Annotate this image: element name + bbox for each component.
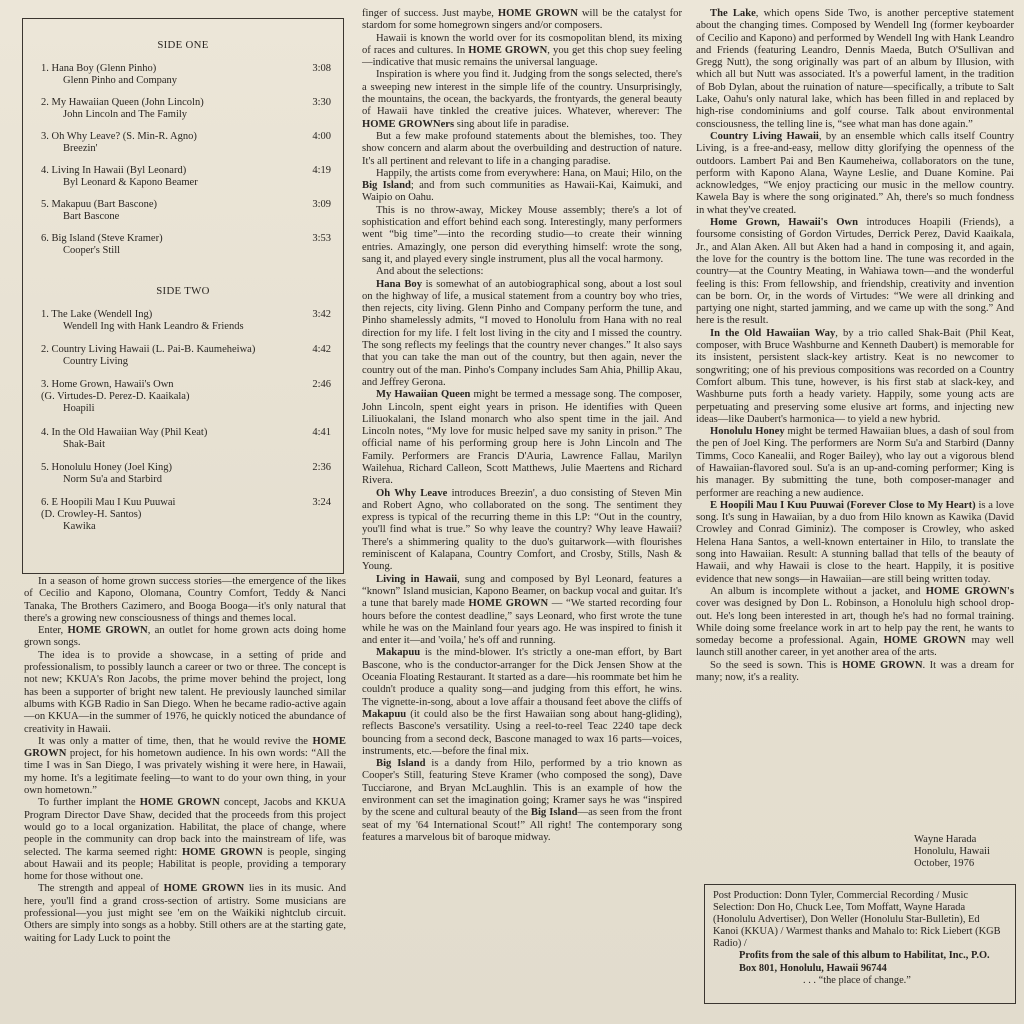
paragraph: Oh Why Leave introduces Breezin', a duo consisting of Steven Min and Robert Agno, who collaborated on the song. The sentiment they express is typical of the recurring theme in this LP: “Out in the country, you'll find what is true.” So why leave the country? Why leave Hawaii? There's a shimmering quality to the duo's guitarwork—with flourishes reminiscent of Kalapana, Country Comfort, and Crosby, Stills, Nash & Young. xyxy=(362,487,682,573)
paragraph: The Lake, which opens Side Two, is another perceptive statement about the changing times. Composed by Wendell Ing (former keyboarder of Cecilio and Kapono) and performed by Wendell Ing with Hank Leandro and Friends (featuring Leandro, Dennis Maeda, Butch O'Sullivan and Gregg Nutt), the song originally was part of an album by Illusion, with which all but Nutt was associated. It's a powerful lament, in the tradition of Bob Dylan, about the ruination of nature—specifically, a tribute to Salt Lake, Oahu's only natural lake, which has been filled in and replaced by high-rise condominiums and golf course. Talk about environmental consciousness, the telling line is, “see what man has done again.” xyxy=(696,8,1014,130)
track-title: 3. Home Grown, Hawaii's Own xyxy=(41,379,174,390)
track-artist: Cooper's Still xyxy=(63,245,121,257)
author-date: October, 1976 xyxy=(914,858,975,869)
track-title: 2. Country Living Hawaii (L. Pai-B. Kaumeheiwa) xyxy=(41,344,256,355)
liner-notes-column-one xyxy=(24,576,346,945)
paragraph: And about the selections: xyxy=(376,266,484,278)
track-time: 2:46 xyxy=(312,379,331,390)
author-name: Wayne Harada xyxy=(914,834,977,845)
track-item xyxy=(41,199,331,223)
paragraph: The strength and appeal of HOME GROWN lies in its music. And here, you'll find a grand cross-section of artistry. Some musicians are professional—you just might see 'em on the Waikiki nightclub circuit. Others are simply into songs as a hobby. Still others are at the starting gate, waiting for Lady Luck to point the xyxy=(24,883,346,944)
track-title: 4. In the Old Hawaiian Way (Phil Keat) xyxy=(41,427,208,438)
track-title: 5. Honolulu Honey (Joel King) xyxy=(41,462,172,473)
track-time: 3:53 xyxy=(312,233,331,244)
track-artist: Country Living xyxy=(63,356,129,368)
track-item xyxy=(41,97,331,121)
track-item xyxy=(41,379,331,416)
liner-notes-column-three xyxy=(696,8,1014,684)
track-writers: (G. Virtudes-D. Perez-D. Kaaikala) xyxy=(41,391,190,403)
paragraph: In a season of home grown success stories—the emergence of the likes of Cecilio and Kapono, Olomana, Country Comfort, Teddy & Nanci Tanaka, The Brothers Cazimero, and Booga Booga—it's only natural that there's a growing new consciousness of things and themes local. xyxy=(24,576,346,624)
track-artist: Shak-Bait xyxy=(63,439,105,451)
liner-notes-column-two xyxy=(362,8,682,844)
production-credits: Post Production: Donn Tyler, Commercial Recording / Music Selection: Don Ho, Chuck Lee, Tom Moffatt, Wayne Harada (Honolulu Advertiser), Don Weller (Honolulu Star-Bulletin), Ed Kanoi (KKUA) / Warmest thanks and Mahalo to: Rick Liebert (KGB Radio) / xyxy=(713,890,1001,950)
paragraph: It was only a matter of time, then, that he would revive the HOME GROWN project, for his hometown audience. In his own words: “All the time I was in San Diego, I was privately wishing it were here, in Hawaii, my home. It's a legitimate feeling—to want to do your own thing, in your own hometown.” xyxy=(24,735,346,797)
track-artist: Kawika xyxy=(63,521,96,533)
paragraph: Home Grown, Hawaii's Own introduces Hoapili (Friends), a foursome consisting of Gordon Virtudes, Derrick Perez, David Kaaikala, Jr., and Alan Aken. All but Aken had a hand in composing it, and again, the love for the country is the bottom line. The tune was recorded in the country—at the Country Meating, in Wahiawa town—and the wonderful feeling is this: From fellowship, and friendship, creativity and invention can be born. Or, in the words of Virtudes: “We were all drinking and partying one night, started jamming, and we came up with the song.” And here is the result. xyxy=(696,217,1015,327)
track-item xyxy=(41,233,331,257)
track-title: 5. Makapuu (Bart Bascone) xyxy=(41,199,158,210)
track-item xyxy=(41,497,331,534)
track-time: 2:36 xyxy=(312,462,331,473)
paragraph: Hana Boy is somewhat of an autobiographical song, about a lost soul on the highway of life, a musical statement from a country boy who tries, then rejects, city living. Glenn Pinho and Company perform the tune, and Pinho shamelessly admits, “I moved to Honolulu from Hana with no real direction for my life. I felt lost living in the city and I missed the country. The song reflects my feelings that the country never changes.” It also says that you can take the man out of the country, but then again, never the country out of the man. Pinho's Company includes Sam Ahia, Phillip Akau, and Jeffrey Gerona. xyxy=(362,278,682,388)
track-item xyxy=(41,131,331,155)
habilitat-tagline: . . . “the place of change.” xyxy=(803,974,911,986)
tracklist-box xyxy=(22,18,344,574)
paragraph: Hawaii is known the world over for its cosmopolitan blend, its mixing of races and cultures. In HOME GROWN, you get this chop suey feeling—indicative that music remains the universal language. xyxy=(362,32,682,69)
track-writers: (D. Crowley-H. Santos) xyxy=(41,509,142,521)
paragraph: My Hawaiian Queen might be termed a message song. The composer, John Lincoln, spent eight years in prison. He identifies with Queen Liliuokalani, the Island monarch who also spent time in the jail. And Lincoln notes, “My love for music helped save my sanity in prison.” The official name of his performing group here is John Lincoln and The Family. Performers are Francis D'Auria, Lawrence Fallau, Marilyn Wailehua, Richard Calleon, Scott Matthews, Julie Maertens and Richard Rivera. xyxy=(362,389,682,487)
track-title: 6. Big Island (Steve Kramer) xyxy=(41,233,163,244)
paragraph: Country Living Hawaii, by an ensemble which calls itself Country Living, is a free-and-easy, mellow ditty glorifying the openness of the outdoors. Lambert Pai and Ben Kaumeheiwa, collaborators on the tune, perform with Kapono Alana, Wayne Leslie, and Duane Komine. Pai acknowledges, “We enjoy practicing our music in the mellow country. Kawela Bay is where the song originated.” Ah, there's so much fondness in what they've created. xyxy=(696,130,1014,216)
track-time: 3:08 xyxy=(312,63,331,74)
track-time: 4:41 xyxy=(312,427,331,438)
track-artist: Wendell Ing with Hank Leandro & Friends xyxy=(63,321,244,333)
track-time: 3:09 xyxy=(312,199,331,210)
track-time: 4:00 xyxy=(312,131,331,142)
track-time: 3:30 xyxy=(312,97,331,108)
profits-note: Profits from the sale of this album to Habilitat, Inc., P.O. Box 801, Honolulu, Hawaii 96744 xyxy=(739,950,990,974)
paragraph: E Hoopili Mau I Kuu Puuwai (Forever Close to My Heart) is a love song. It's sung in Hawaiian, by a duo from Hilo known as Kawika (David Crowley and Conrad Giminiz). The composer is Crowley, who asked Helena Hana Santos, a well-known entertainer in Hilo, to translate the song into Hawaiian. Result: A stunning ballad that tells of the beauty of Hawaii, and why Hawaii is close to the heart. Happily, it is positive evidence that new songs—in Hawaiian—are still being written today. xyxy=(696,499,1015,585)
track-time: 3:42 xyxy=(312,309,331,320)
track-time: 3:24 xyxy=(312,497,331,508)
paragraph: Living in Hawaii, sung and composed by Byl Leonard, features a “known” Island musician, Kapono Beamer, on backup vocal and guitar. It's a tune that barely made HOME GROWN — “We started recording four hours before the contest deadline,” says Leonard, who first wrote the tune while he was on the Mainland four years ago. He was inspired to finish it and enter it—and 'voila,' he's off and running. xyxy=(362,573,682,647)
paragraph: Honolulu Honey might be termed Hawaiian blues, a dash of soul from the pen of Joel King. The performers are Norm Su'a and Starbird (Danny Timms, Coco Kanealii, and Roger Bailey), who lay out a vigorous blend of Hawaiian-flavored soul. Su'a is an up-and-coming performer; King is his manager. By submitting the tune, both composer-manager and performer are reaching a new audience. xyxy=(696,426,1014,499)
track-title: 1. Hana Boy (Glenn Pinho) xyxy=(41,63,157,74)
credits-box xyxy=(704,884,1016,1004)
paragraph: To further implant the HOME GROWN concept, Jacobs and KKUA Program Director Dave Shaw, decided that the proceeds from this project would go to a local organization. Habilitat, the place of change, where people in the community can drop back into the mainstream of life, was selected. The karma seemed right: HOME GROWN is people, singing about Hawaii and its people; Habilitat is people, providing a temporary home for those without one. xyxy=(24,797,346,883)
paragraph: finger of success. Just maybe, HOME GROWN will be the catalyst for stardom for some homegrown singers and/or composers. xyxy=(362,8,682,32)
track-item xyxy=(41,462,331,486)
paragraph: Inspiration is where you find it. Judging from the songs selected, there's a sweeping new interest in the simple life of the country. Unsurprisingly, the mountains, the ocean, the backyards, the frontyards, the general beauty of Hawaii have tinkled the creative juices. Whatever, wherever: The HOME GROWNers sing about life in paradise. xyxy=(362,69,682,130)
track-artist: Norm Su'a and Starbird xyxy=(63,474,163,486)
author-place: Honolulu, Hawaii xyxy=(914,846,990,857)
paragraph: Enter, HOME GROWN, an outlet for home grown acts doing home grown songs. xyxy=(24,625,346,649)
paragraph: Big Island is a dandy from Hilo, performed by a trio known as Cooper's Still, featuring Steve Kramer (who composed the song), Dave Tucciarone, and Bryan McLaughlin. This is an example of how the environment can set the imagination going; Kramer says he was “inspired by the scene and cultural beauty of the Big Island—as seen from the front seat of my '64 International Scout!” All right! The contemporary song features a marvelous bit of baroque midway. xyxy=(362,758,682,843)
paragraph: But a few make profound statements about the blemishes, too. They show concern and alarm about the overbuilding and destruction of nature. It's all pertinent and relevant to life in a changing paradise. xyxy=(362,130,682,167)
track-artist: Byl Leonard & Kapono Beamer xyxy=(63,177,198,189)
track-time: 4:42 xyxy=(312,344,331,355)
paragraph: In the Old Hawaiian Way, by a trio called Shak-Bait (Phil Keat, composer, with Bruce Washburne and Kenneth Daubert) is memorable for its insistent, persistent slack-key artistry. Keat is no newcomer to songwriting; one of his previous compositions was recorded on a Country Comfort album. This tune, however, is his first stab at slack-key, and Washburne puts forth a heady variety. Happily, some young acts are perpetuating and preserving some elusive art forms, and injecting new ideas—like Daubert's harmonica— to yield a new hybrid. xyxy=(696,327,1014,425)
track-item xyxy=(41,344,331,368)
paragraph: An album is incomplete without a jacket, and HOME GROWN's cover was designed by Don L. Robinson, a Honolulu high school drop-out. He's long been interested in art, though he's had no formal training. While doing some freelance work in art to help pay the rent, he wants to someday become a professional. Again, HOME GROWN may well launch still another career, in yet another area of the arts. xyxy=(696,585,1014,659)
paragraph: So the seed is sown. This is HOME GROWN. It was a dream for many; now, it's a reality. xyxy=(696,659,1014,684)
track-title: 6. E Hoopili Mau I Kuu Puuwai xyxy=(41,497,176,508)
track-item xyxy=(41,427,331,451)
track-time: 4:19 xyxy=(312,165,331,176)
side-one-heading: SIDE ONE xyxy=(157,39,209,51)
track-artist: Breezin' xyxy=(63,143,98,155)
track-title: 3. Oh Why Leave? (S. Min-R. Agno) xyxy=(41,131,197,142)
track-item xyxy=(41,309,331,333)
track-artist: Glenn Pinho and Company xyxy=(63,75,178,87)
track-artist: Hoapili xyxy=(63,403,95,415)
track-title: 4. Living In Hawaii (Byl Leonard) xyxy=(41,165,187,176)
track-artist: Bart Bascone xyxy=(63,211,120,223)
paragraph: This is no throw-away, Mickey Mouse assembly; there's a lot of sophistication and effort behind each song. Interestingly, many performers went “big time”—into the recording studio—to create their winning entries. Amazingly, one person did everything himself: wrote the song, sang it, and played every single instrument, plus all the vocal harmony. xyxy=(362,204,682,265)
side-two-heading: SIDE TWO xyxy=(156,285,210,297)
track-title: 1. The Lake (Wendell Ing) xyxy=(41,309,153,320)
track-title: 2. My Hawaiian Queen (John Lincoln) xyxy=(41,97,204,108)
paragraph: Makapuu is the mind-blower. It's strictly a one-man effort, by Bart Bascone, who is the conductor-arranger for the Dick Jensen Show at the Oceania Floating Restaurant. It started as a dare—his roommate bet him he couldn't produce a quality song—and judging from this effort, he wins. The vignette-in-song, about a love affair a thousand feet above the cliffs of Makapuu (it could also be the first Hawaiian song about hang-gliding), reflects Bascone's versatility. Using a reel-to-reel Teac 2240 tape deck bouncing from a second deck, Bascone managed to wax 16 parts—voices, instruments, etc.—before the final mix. xyxy=(362,647,682,757)
paragraph: Happily, the artists come from everywhere: Hana, on Maui; Hilo, on the Big Island; and from such communities as Hawaii-Kai, Kaimuki, and Waipio on Oahu. xyxy=(362,167,682,204)
track-artist: John Lincoln and The Family xyxy=(63,109,188,121)
track-item xyxy=(41,63,331,87)
track-item xyxy=(41,165,331,189)
paragraph: The idea is to provide a showcase, in a setting of pride and professionalism, to possibly launch a career or two or three. The concept is not new; KKUA's Ron Jacobs, the prime mover behind the project, long has been a supporter of bright new talent. He previously launched similar albums with KGB Radio in San Diego. When he became radio-active again—on KKUA—in the summer of 1976, he quickly noticed the abundance of creativity in Hawaii. xyxy=(24,649,346,735)
